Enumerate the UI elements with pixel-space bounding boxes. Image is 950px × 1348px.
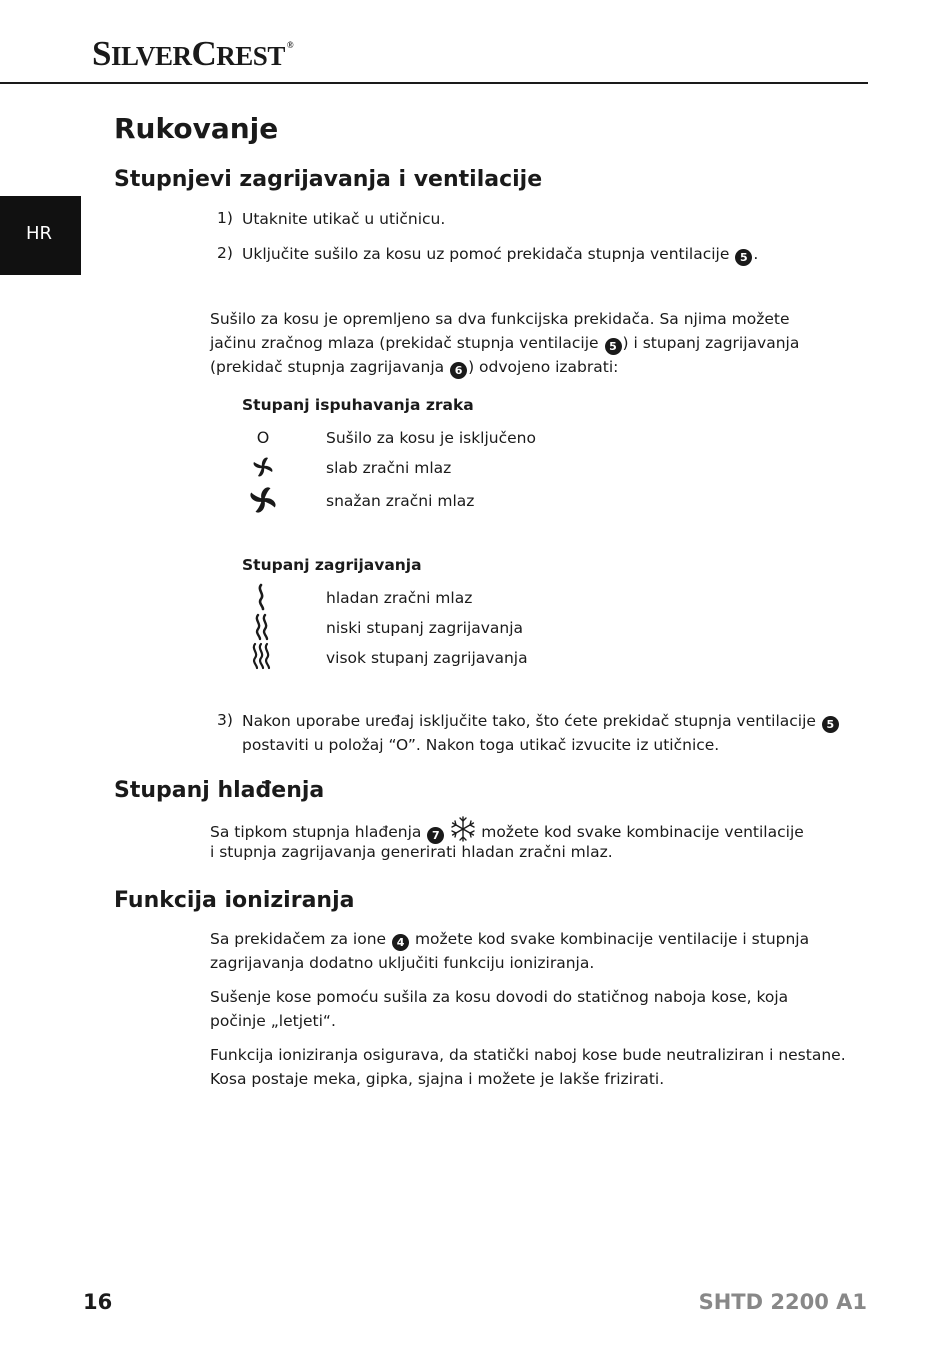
fan-row-text: slab zračni mlaz bbox=[326, 459, 452, 477]
step-number: 1) bbox=[217, 209, 233, 227]
paragraph-line: (prekidač stupnja zagrijavanja 6 ) odvojeno izabrati: bbox=[210, 358, 619, 377]
step-text: Uključite sušilo za kosu uz pomoć prekidača stupnja ventilacije 5 . bbox=[242, 245, 759, 264]
fan-small-icon bbox=[244, 455, 282, 483]
paragraph-line: počinje „letjeti“. bbox=[210, 1012, 336, 1030]
step-number: 3) bbox=[217, 711, 233, 729]
fan-large-icon bbox=[244, 485, 282, 519]
language-label: HR bbox=[26, 223, 53, 244]
paragraph-line: jačinu zračnog mlaza (prekidač stupnja ventilacije 5 ) i stupanj zagrijavanja bbox=[210, 334, 800, 353]
model-number: SHTD 2200 A1 bbox=[698, 1290, 867, 1314]
fan-row-text: snažan zračni mlaz bbox=[326, 492, 475, 510]
part-number-badge: 5 bbox=[605, 338, 622, 355]
section-heading-heat-fan: Stupnjevi zagrijavanja i ventilacije bbox=[114, 167, 543, 192]
paragraph-line: Kosa postaje meka, gipka, sjajna i možete je lakše frizirati. bbox=[210, 1070, 665, 1088]
header-rule bbox=[0, 82, 868, 84]
language-tab bbox=[0, 196, 81, 275]
paragraph-line: Sušenje kose pomoću sušila za kosu dovodi do statičnog naboja kose, koja bbox=[210, 988, 789, 1006]
paragraph-line: Sa prekidačem za ione 4 možete kod svake kombinacije ventilacije i stupnja bbox=[210, 930, 810, 949]
heat-1-icon bbox=[244, 583, 282, 615]
paragraph-line: i stupnja zagrijavanja generirati hladan zračni mlaz. bbox=[210, 843, 613, 861]
section-heading-ionization: Funkcija ioniziranja bbox=[114, 888, 355, 913]
page-number: 16 bbox=[83, 1290, 113, 1314]
heat-row-text: niski stupanj zagrijavanja bbox=[326, 619, 524, 637]
brand-logo: SILVERCREST ® bbox=[92, 34, 294, 73]
section-heading-cooling: Stupanj hlađenja bbox=[114, 778, 325, 803]
heat-row-text: hladan zračni mlaz bbox=[326, 589, 473, 607]
paragraph-line: Sa tipkom stupnja hlađenja 7 možete kod svake kombinacije ventilacije bbox=[210, 816, 804, 850]
heat-level-heading: Stupanj zagrijavanja bbox=[242, 556, 422, 574]
fan-level-heading: Stupanj ispuhavanja zraka bbox=[242, 396, 474, 414]
part-number-badge: 4 bbox=[392, 934, 409, 951]
part-number-badge: 5 bbox=[735, 249, 752, 266]
paragraph-line: Funkcija ioniziranja osigurava, da statički naboj kose bude neutraliziran i nestane. bbox=[210, 1046, 846, 1064]
step-text: postaviti u položaj “O”. Nakon toga utikač izvucite iz utičnice. bbox=[242, 736, 720, 754]
heat-3-icon bbox=[244, 642, 282, 674]
paragraph-line: Sušilo za kosu je opremljeno sa dva funkcijska prekidača. Sa njima možete bbox=[210, 310, 790, 328]
step-number: 2) bbox=[217, 244, 233, 262]
page-title: Rukovanje bbox=[114, 112, 279, 145]
part-number-badge: 7 bbox=[427, 827, 444, 844]
step-text: Utaknite utikač u utičnicu. bbox=[242, 210, 446, 228]
paragraph-line: zagrijavanja dodatno uključiti funkciju ioniziranja. bbox=[210, 954, 595, 972]
off-symbol: O bbox=[256, 428, 270, 447]
fan-row-text: Sušilo za kosu je isključeno bbox=[326, 429, 536, 447]
step-text: Nakon uporabe uređaj isključite tako, što ćete prekidač stupnja ventilacije 5 bbox=[242, 709, 840, 734]
part-number-badge: 6 bbox=[450, 362, 467, 379]
heat-2-icon bbox=[244, 613, 282, 645]
heat-row-text: visok stupanj zagrijavanja bbox=[326, 649, 528, 667]
part-number-badge: 5 bbox=[822, 716, 839, 733]
